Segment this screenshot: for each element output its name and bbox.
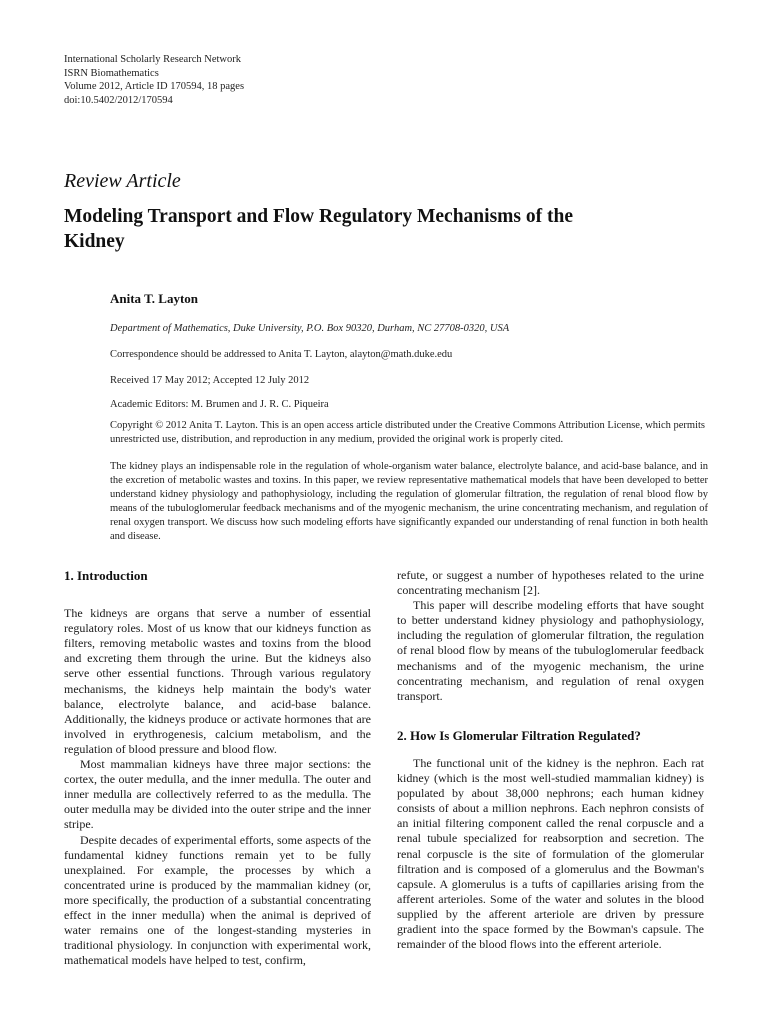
intro-paragraph-3-continued: refute, or suggest a number of hypotheses related to the urine concentrating mechanism [2]. <box>397 568 704 598</box>
journal-volume: Volume 2012, Article ID 170594, 18 pages <box>64 81 245 92</box>
academic-editors: Academic Editors: M. Brumen and J. R. C. Piqueira <box>110 399 329 410</box>
journal-name: ISRN Biomathematics <box>64 67 159 79</box>
section2-paragraph-1: The functional unit of the kidney is the nephron. Each rat kidney (which is the most well-studied mammalian kidney) is populated by about 38,000 nephrons; each human kidney consists of about a million nephrons. Each nephron consists of an initial filtering component called the renal corpuscle and a renal tubule specialized for reabsorption and secretion. The renal corpuscle is the site of formulation of the glomerular filtration and is composed of a glomerulus and the Bowman's capsule. A glomerulus is a tufts of capillaries arising from the afferent arterioles. Some of the water and solutes in the blood supplied by the afferent arteriole are driven by pressure gradient into the space formed by the Bowman's capsule. The remainder of the blood flows into the efferent arteriole. <box>397 755 704 952</box>
right-column <box>397 568 704 952</box>
section-heading-glomerular-filtration: 2. How Is Glomerular Filtration Regulated? <box>397 727 641 743</box>
intro-paragraph-3: Despite decades of experimental efforts, some aspects of the fundamental kidney functions remain yet to be fully unexplained. For example, the processes by which a concentrated urine is produced by the mammalian kidney (or, more specifically, the production of a substantial concentrating effect in the inner medulla) when the animal is deprived of water remains one of the longest-standing mysteries in traditional physiology. In conjunction with experimental work, mathematical models have helped to test, confirm, <box>64 832 371 968</box>
author-affiliation: Department of Mathematics, Duke University, P.O. Box 90320, Durham, NC 27708-0320, USA <box>110 323 510 334</box>
correspondence-text: Correspondence should be addressed to Anita T. Layton, <box>110 349 350 360</box>
received-dates: Received 17 May 2012; Accepted 12 July 2012 <box>110 375 310 386</box>
correspondence-email[interactable]: alayton@math.duke.edu <box>349 349 453 360</box>
journal-info <box>64 53 244 107</box>
author-name: Anita T. Layton <box>110 291 199 306</box>
abstract: The kidney plays an indispensable role in the regulation of whole-organism water balance, electrolyte balance, and acid-base balance, and in the excretion of metabolic wastes and toxins. In this paper, we review representative mathematical models that have been developed to better understand kidney physiology and pathophysiology, including the regulation of glomerular filtration, the regulation of renal blood flow by means of the tubuloglomerular feedback mechanisms and of the myogenic mechanism, the urine concentrating mechanism, and regulation of renal oxygen transport. We discuss how such modeling efforts have significantly expanded our understanding of renal function in both health and disease. <box>110 461 708 542</box>
intro-paragraph-4: This paper will describe modeling efforts that have sought to better understand kidney physiology and pathophysiology, including the regulation of glomerular filtration, the regulation of renal blood flow by means of the tubuloglomerular feedback mechanisms and of the myogenic mechanism, the urine concentrating mechanism, and regulation of renal oxygen transport. <box>397 598 704 703</box>
article-type: Review Article <box>64 170 181 192</box>
intro-paragraph-1: The kidneys are organs that serve a number of essential regulatory roles. Most of us know that our kidneys function as filters, removing metabolic wastes and toxins from the blood and excreting them through the urine. But the kidneys also serve other essential functions. Through various regulatory mechanisms, the kidneys help maintain the body's water balance, electrolyte balance, and acid-base balance. Additionally, the kidneys produce or activate hormones that are involved in erythrogenesis, calcium metabolism, and the regulation of blood pressure and blood flow. <box>64 606 371 756</box>
section-heading-introduction: 1. Introduction <box>64 568 148 583</box>
paper-title: Modeling Transport and Flow Regulatory Mechanisms of the Kidney <box>64 206 573 252</box>
journal-network: International Scholarly Research Network <box>64 54 241 65</box>
copyright-notice: Copyright © 2012 Anita T. Layton. This is an open access article distributed under the Creative Commons Attribution License, which permits unrestricted use, distribution, and reproduction in any medium, provided the original work is properly cited. <box>110 420 705 445</box>
correspondence <box>110 348 708 362</box>
intro-paragraph-2: Most mammalian kidneys have three major sections: the cortex, the outer medulla, and the inner medulla. The outer and inner medulla are collectively referred to as the medulla. The outer medulla may be divided into the outer stripe and the inner stripe. <box>64 757 371 832</box>
journal-doi: doi:10.5402/2012/170594 <box>64 94 173 106</box>
left-column <box>64 568 371 968</box>
